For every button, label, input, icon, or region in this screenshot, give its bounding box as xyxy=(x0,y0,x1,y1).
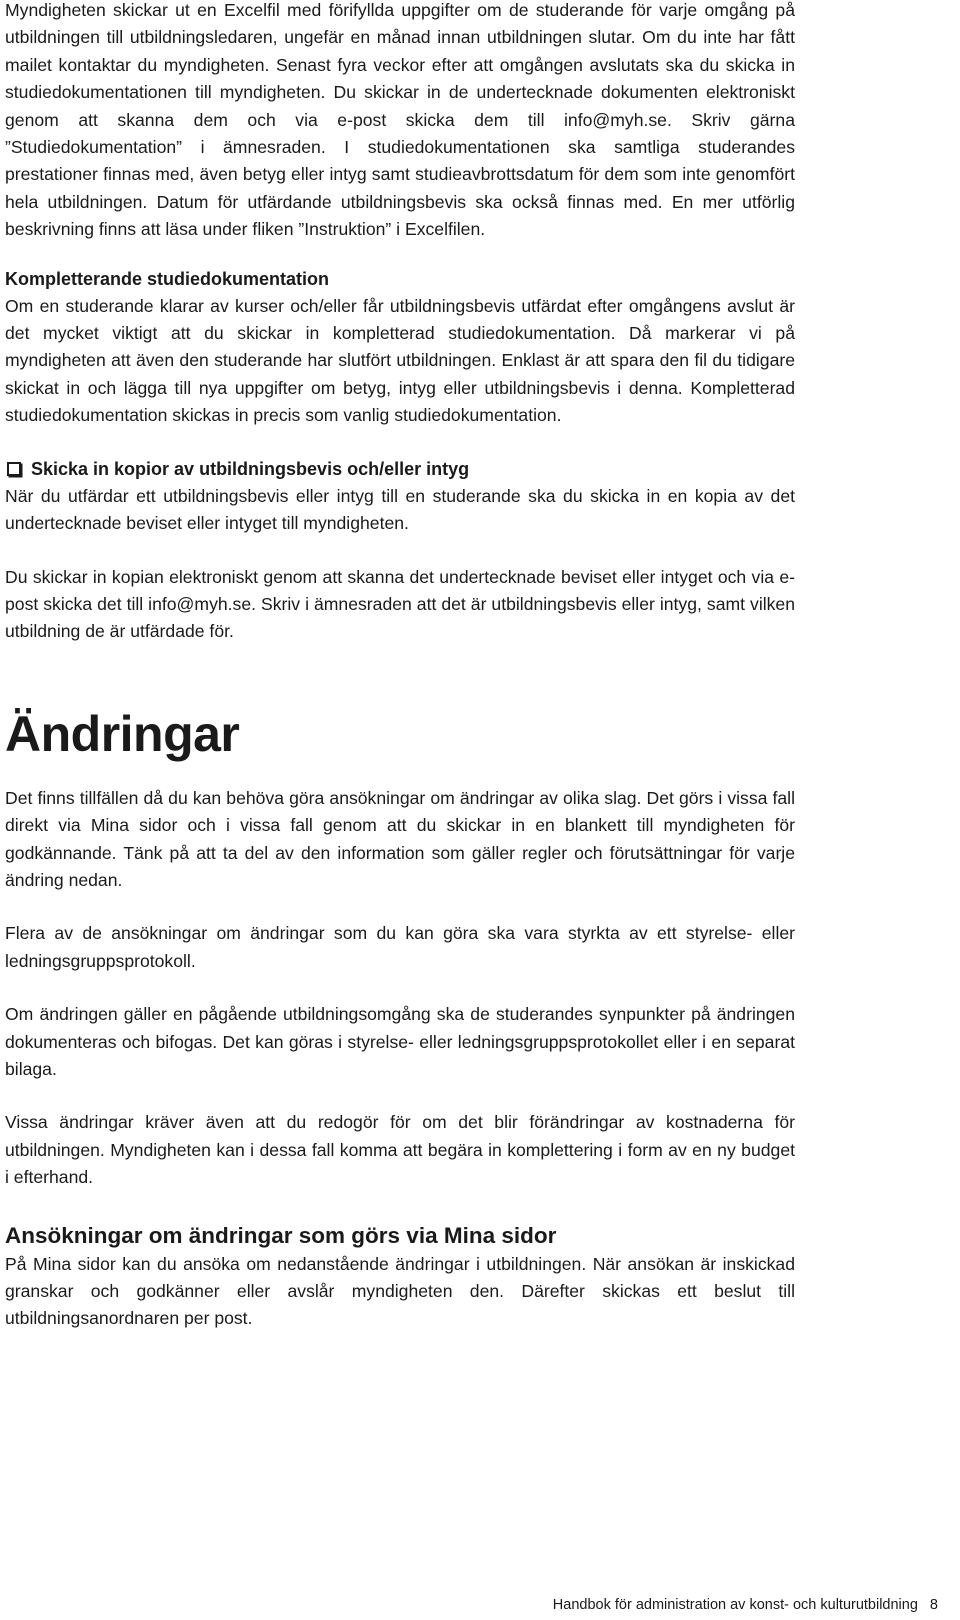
kopior-paragraph-2: Du skickar in kopian elektroniskt genom att skanna det undertecknade beviset eller intyget och via e-post skicka det till info@myh.se. Skriv i ämnesraden att det är utbildningsbevis eller intyg, samt vilken utbildning de är utfärdade för. xyxy=(5,566,795,642)
section-kompletterande xyxy=(5,266,795,430)
section-andringar xyxy=(5,785,795,1192)
document-page xyxy=(5,0,795,1333)
checkbox-icon xyxy=(7,462,21,476)
kopior-heading-row xyxy=(5,456,795,483)
kopior-paragraph-1: När du utfärdar ett utbildningsbevis eller intyg till en studerande ska du skicka in en kopia av det undertecknade beviset eller intyget till myndigheten. xyxy=(5,485,795,534)
andringar-title: Ändringar xyxy=(5,705,240,762)
mina-sidor-paragraph: På Mina sidor kan du ansöka om nedanstående ändringar i utbildningen. När ansökan är inskickad granskar och godkänner eller avslår myndigheten den. Därefter skickas ett beslut till utbildningsanordnaren per post. xyxy=(5,1253,795,1329)
kompletterande-heading: Kompletterande studiedokumentation xyxy=(5,268,330,289)
andringar-paragraph-2: Flera av de ansökningar om ändringar som du kan göra ska vara styrkta av ett styrelse- eller ledningsgruppsprotokoll. xyxy=(5,923,795,971)
mina-sidor-heading: Ansökningar om ändringar som görs via Mina sidor xyxy=(5,1222,557,1248)
intro-paragraph: Myndigheten skickar ut en Excelfil med förifyllda uppgifter om de studerande för varje omgång på utbildningen till utbildningsledaren, ungefär en månad innan utbildningen slutar. Om du inte har fått mailet kontaktar du myndigheten. Senast fyra veckor efter att omgången avslutats ska du skicka in studiedokumentationen till myndigheten. Du skickar in de undertecknade dokumenten elektroniskt genom att skanna dem och via e-post skicka dem till info@myh.se. Skriv gärna ”Studiedokumentation” i ämnesraden. I studiedokumentationen ska samtliga studerandes prestationer finnas med, även betyg eller intyg samt studieavbrottsdatum för dem som inte genomfört hela utbildningen. Datum för utfärdande utbildningsbevis ska också finnas med. En mer utförlig beskrivning finns att läsa under fliken ”Instruktion” i Excelfilen. xyxy=(5,0,795,240)
andringar-paragraph-1: Det finns tillfällen då du kan behöva göra ansökningar om ändringar av olika slag. Det görs i vissa fall direkt via Mina sidor och i vissa fall genom att du skickar in en blankett till myndigheten för godkännande. Tänk på att ta del av den information som gäller regler och förutsättningar för varje ändring nedan. xyxy=(5,787,795,890)
page-number: 8 xyxy=(929,1597,938,1613)
kompletterande-paragraph: Om en studerande klarar av kurser och/eller får utbildningsbevis utfärdat efter omgångens avslut är det mycket viktigt att du skickar in kompletterad studiedokumentation. Då markerar vi på myndigheten att även den studerande har slutfört utbildningen. Enklast är att spara den fil du tidigare skickat in och lägga till nya uppgifter om betyg, intyg eller utbildningsbevis i denna. Kompletterad studiedokumentation skickas in precis som vanlig studiedokumentation. xyxy=(5,295,795,426)
section-kopior xyxy=(5,456,795,646)
kopior-heading: Skicka in kopior av utbildningsbevis och/eller intyg xyxy=(31,458,470,479)
footer-title: Handbok för administration av konst- och kulturutbildning xyxy=(552,1597,918,1613)
page-footer xyxy=(553,1596,938,1614)
andringar-paragraph-4: Vissa ändringar kräver även att du redogör för om det blir förändringar av kostnaderna för utbildningen. Myndigheten kan i dessa fall komma att begära in komplettering i form av en ny budget i efterhand. xyxy=(5,1112,795,1188)
andringar-paragraph-3: Om ändringen gäller en pågående utbildningsomgång ska de studerandes synpunkter på ändringen dokumenteras och bifogas. Det kan göras i styrelse- eller ledningsgruppsprotokollet eller i en separat bilaga. xyxy=(5,1004,795,1079)
